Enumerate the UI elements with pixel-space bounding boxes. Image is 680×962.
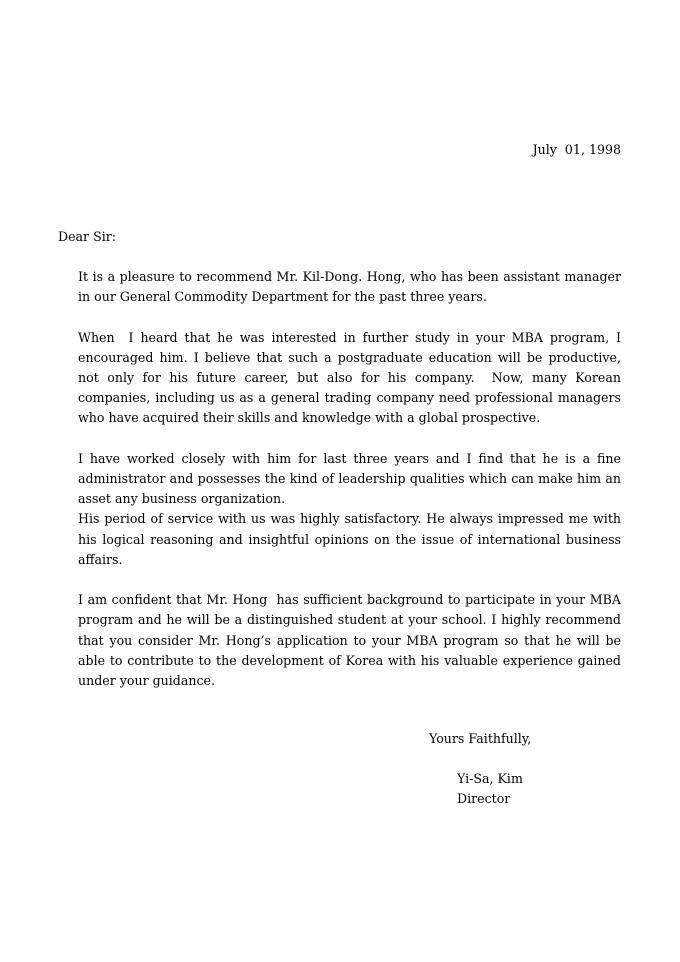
paragraph-spacer	[78, 429, 621, 449]
salutation: Dear Sir:	[58, 229, 117, 244]
letter-body	[78, 267, 626, 691]
closing-line: Yours Faithfully,	[429, 731, 532, 746]
paragraph-spacer	[78, 570, 621, 590]
paragraph-service-record: His period of service with us was highly satisfactory. He always impressed me with his logical reasoning and insightful opinions on the issue of international business affairs.	[78, 511, 626, 567]
paragraph-recommendation: I am confident that Mr. Hong has sufficient background to participate in your MBA program and he will be a distinguished student at your school. I highly recommend that you consider Mr. Hong’s application to your MBA program so that he will be able to contribute to the development of Korea with his valuable experience gained under your guidance.	[78, 592, 626, 689]
letter-date: July 01, 1998	[532, 142, 621, 157]
signatory-name: Yi-Sa, Kim	[457, 771, 523, 786]
signatory-title: Director	[457, 791, 511, 806]
paragraph-introduction: It is a pleasure to recommend Mr. Kil-Dong. Hong, who has been assistant manager in our General Commodity Department for the past three years.	[78, 269, 626, 305]
paragraph-spacer	[78, 307, 621, 327]
paragraph-work-relationship: I have worked closely with him for last three years and I find that he is a fine administrator and possesses the kind of leadership qualities which can make him an asset any business organization.	[78, 450, 626, 507]
paragraph-mba-interest: When I heard that he was interested in further study in your MBA program, I encouraged him. I believe that such a postgraduate education will be productive, not only for his future career, but also for his company. Now, many Korean companies, including us as a general trading company need professional managers who have acquired their skills and knowledge with a global prospective.	[78, 329, 626, 426]
